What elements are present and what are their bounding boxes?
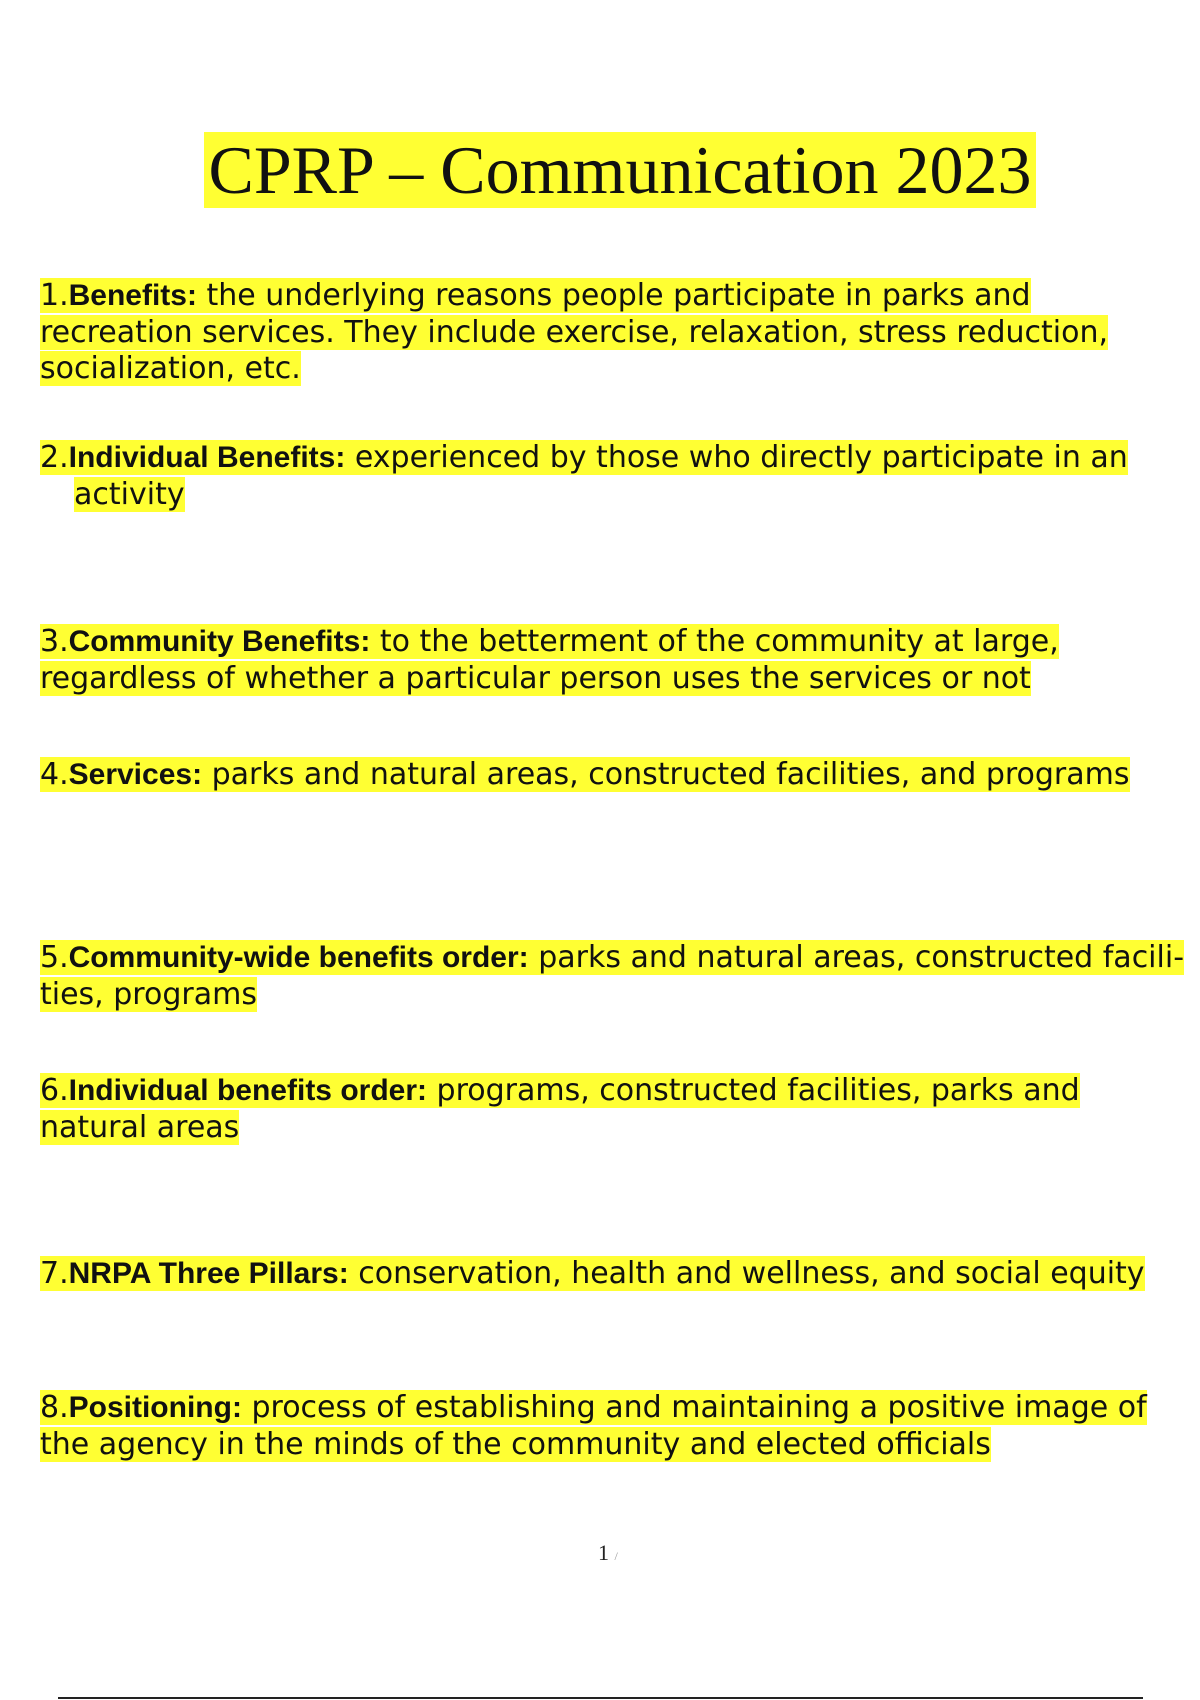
entry-individual-benefits: 2.Individual Benefits: experienced by those who directly participate in an activity	[40, 440, 1128, 512]
entry-benefits: 1.Benefits: the underlying reasons people participate in parks and recreation services. They include exercise, relaxation, stress reduction, socialization, etc.	[40, 278, 1109, 386]
footer-divider	[58, 1697, 1143, 1699]
entry-services: 4.Services: parks and natural areas, constructed facilities, and programs	[40, 757, 1130, 792]
entry-community-benefits: 3.Community Benefits: to the betterment of the community at large, regardless of whether a particular person uses the services or not	[40, 624, 1059, 696]
page-number: 1 /	[598, 1540, 618, 1565]
entry-community-wide-benefits-order: 5.Community-wide benefits order: parks and natural areas, constructed facili- ties, programs	[40, 940, 1185, 1012]
entry-positioning: 8.Positioning: process of establishing and maintaining a positive image of the agency in the minds of the community and elected officials	[40, 1390, 1147, 1462]
page-number-suffix: /	[614, 1549, 618, 1563]
document-title: CPRP – Communication 2023	[0, 128, 1200, 212]
entry-nrpa-three-pillars: 7.NRPA Three Pillars: conservation, health and wellness, and social equity	[40, 1256, 1145, 1291]
entry-individual-benefits-order: 6.Individual benefits order: programs, constructed facilities, parks and natural areas	[40, 1073, 1080, 1145]
